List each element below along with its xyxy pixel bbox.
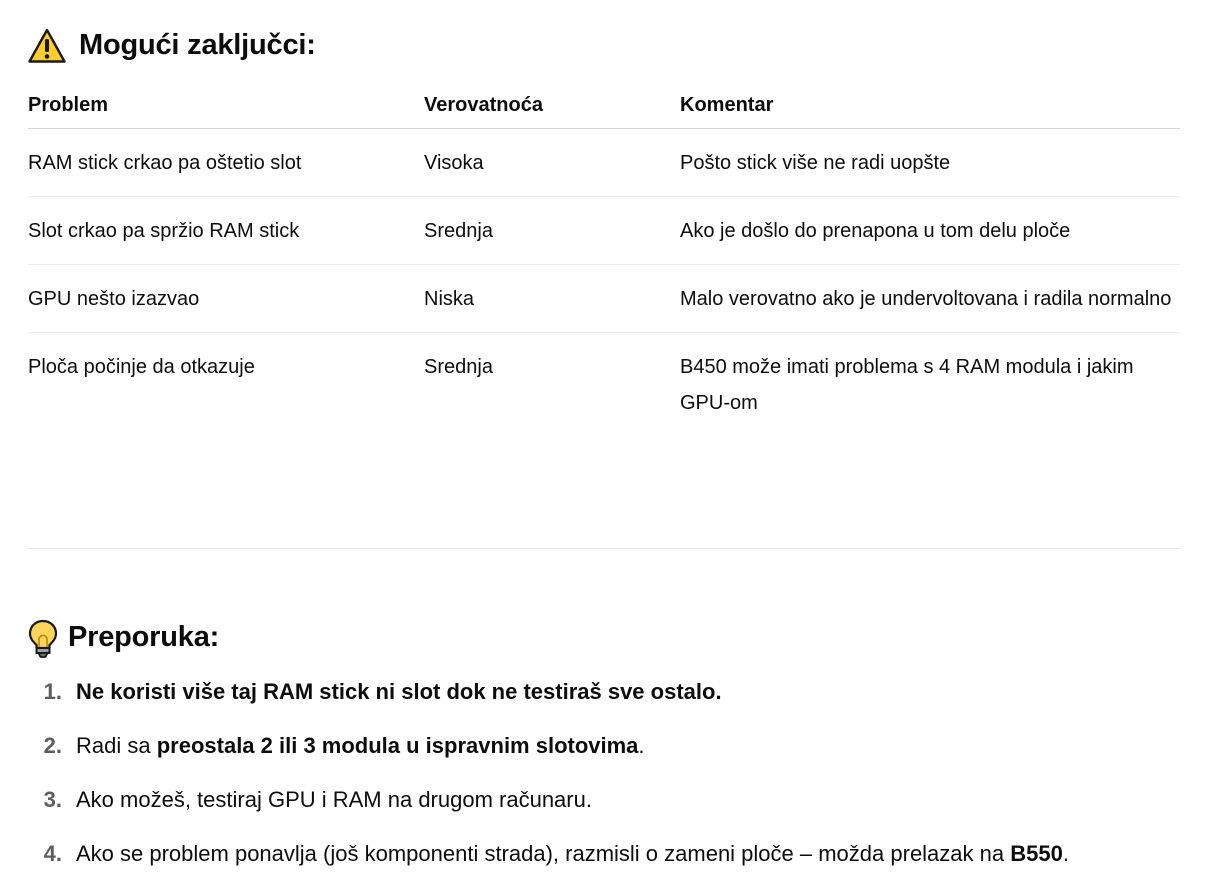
table-cell-probability: Niska	[424, 265, 680, 333]
list-number: 1.	[43, 679, 62, 704]
recommendation-heading	[28, 615, 219, 659]
list-text: Radi sa	[76, 733, 157, 758]
conclusions-heading	[28, 26, 316, 64]
list-number: 4.	[43, 841, 62, 866]
list-text-after: .	[715, 679, 722, 704]
list-item	[28, 672, 1188, 726]
table-cell-probability: Srednja	[424, 356, 493, 378]
table-row	[28, 333, 1180, 422]
table-cell-problem: RAM stick crkao pa oštetio slot	[28, 129, 424, 197]
list-text-bold: B550	[1010, 841, 1063, 866]
table-cell-comment: Malo verovatno ako je undervoltovana i radila normalno	[680, 265, 1180, 333]
lightbulb-icon	[28, 619, 58, 659]
table-row	[28, 197, 1180, 265]
table-cell-comment: B450 može imati problema s 4 RAM modula i jakim GPU-om	[680, 356, 1134, 414]
table-cell-comment: Pošto stick više ne radi uopšte	[680, 129, 1180, 197]
list-item	[28, 726, 1188, 780]
table-cell-probability: Srednja	[424, 197, 680, 265]
warning-icon	[28, 28, 66, 64]
table-cell-comment: Ako je došlo do prenapona u tom delu ploče	[680, 197, 1180, 265]
list-text-bold: Ne koristi više taj RAM stick ni slot dok ne testiraš sve ostalo	[76, 679, 716, 704]
table-row	[28, 265, 1180, 333]
table-header-row	[28, 82, 1180, 129]
list-text-after: .	[638, 733, 645, 758]
table-cell-problem: GPU nešto izazvao	[28, 265, 424, 333]
list-item	[28, 780, 1188, 834]
table-row	[28, 129, 1180, 197]
list-item	[28, 834, 1188, 888]
table-cell-problem: Slot crkao pa spržio RAM stick	[28, 197, 424, 265]
conclusions-table	[28, 82, 1180, 421]
column-header-comment: Komentar	[680, 82, 1180, 129]
column-header-problem: Problem	[28, 82, 424, 129]
recommendation-title: Preporuka:	[68, 620, 220, 653]
list-number: 3.	[43, 787, 62, 812]
list-text-after: .	[1062, 841, 1069, 866]
conclusions-title: Mogući zaključci:	[79, 28, 316, 61]
recommendation-list	[28, 672, 1188, 888]
table-cell-problem: Ploča počinje da otkazuje	[28, 356, 255, 378]
list-text-bold: preostala 2 ili 3 modula u ispravnim slotovima	[156, 733, 639, 758]
list-number: 2.	[43, 733, 62, 758]
section-divider	[28, 548, 1180, 549]
table-cell-probability: Visoka	[424, 129, 680, 197]
column-header-probability: Verovatnoća	[424, 82, 680, 129]
list-text: Ako možeš, testiraj GPU i RAM na drugom računaru.	[76, 787, 592, 812]
list-text: Ako se problem ponavlja (još komponenti strada), razmisli o zameni ploče – možda prelazak na	[76, 841, 1011, 866]
